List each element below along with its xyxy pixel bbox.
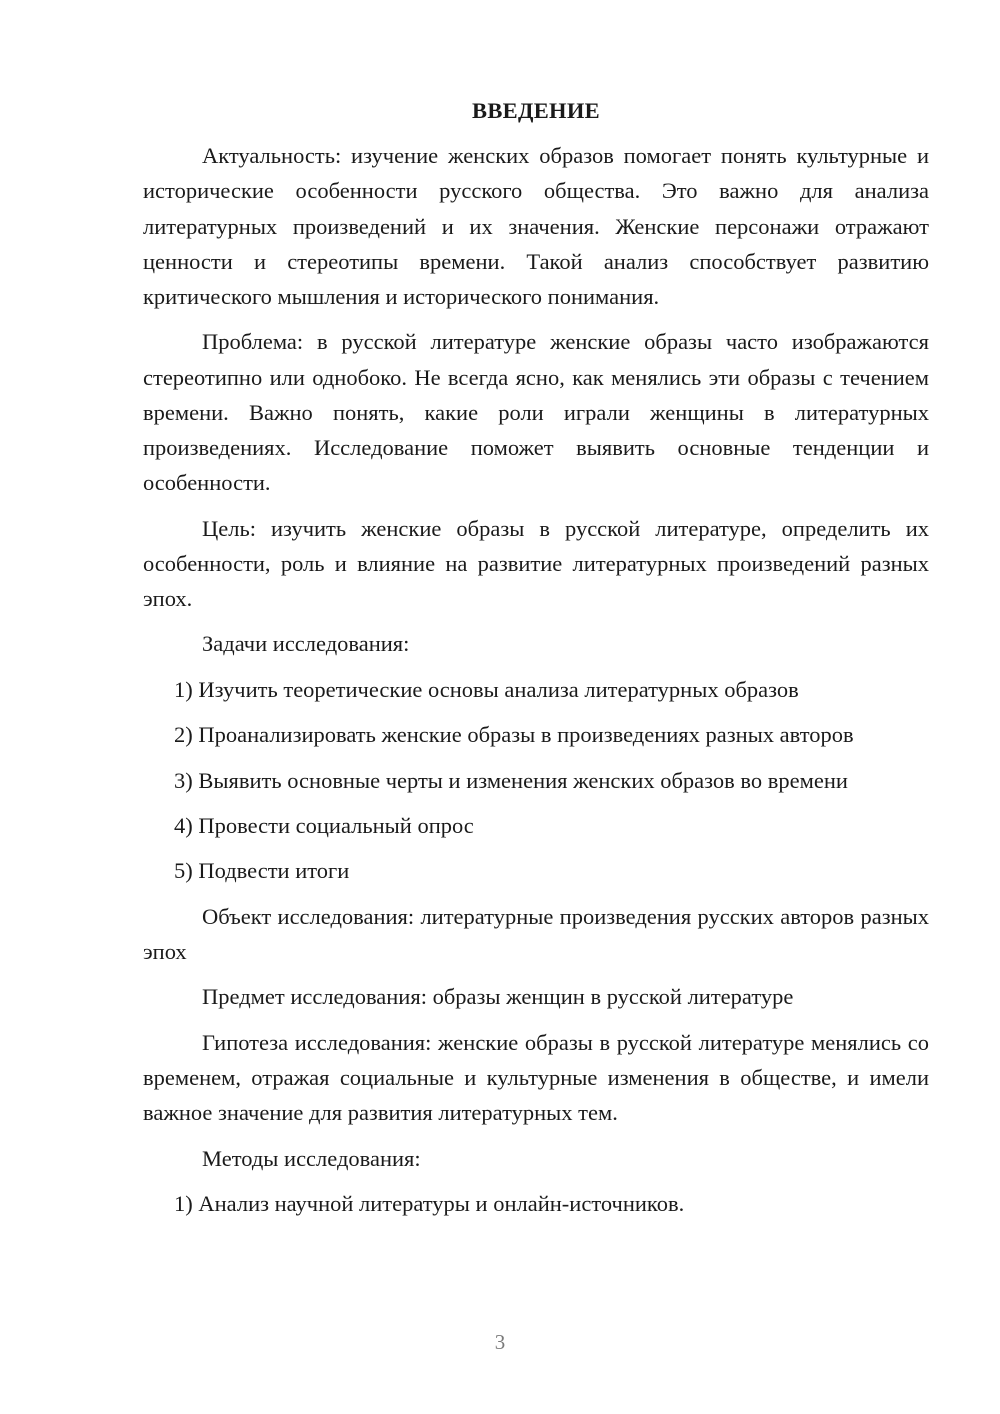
task-item-1: 1) Изучить теоретические основы анализа литературных образов	[174, 676, 799, 702]
task-item-2: 2) Проанализировать женские образы в произведениях разных авторов	[174, 722, 854, 748]
page-content	[143, 93, 929, 1231]
paragraph-object: Объект исследования: литературные произведения русских авторов разных эпох	[143, 903, 929, 964]
section-title: ВВЕДЕНИЕ	[472, 98, 600, 123]
tasks-heading: Задачи исследования:	[202, 631, 410, 657]
task-item-3: 3) Выявить основные черты и изменения женских образов во времени	[174, 767, 848, 793]
paragraph-goal: Цель: изучить женские образы в русской литературе, определить их особенности, роль и влияние на развитие литературных произведений разных эпох.	[143, 515, 929, 612]
method-item-1: 1) Анализ научной литературы и онлайн-источников.	[174, 1190, 685, 1216]
methods-heading: Методы исследования:	[202, 1145, 421, 1171]
paragraph-hypothesis: Гипотеза исследования: женские образы в русской литературе менялись со временем, отражая социальные и культурные изменения в обществе, и имели важное значение для развития литературных тем.	[143, 1029, 929, 1126]
paragraph-relevance: Актуальность: изучение женских образов помогает понять культурные и исторические особенности русского общества. Это важно для анализа литературных произведений и их значения. Женские персонажи отражают ценности и стереотипы времени. Такой анализ способствует развитию критического мышления и исторического понимания.	[143, 143, 929, 310]
task-item-5: 5) Подвести итоги	[174, 858, 350, 884]
page-number: 3	[494, 1330, 506, 1354]
task-item-4: 4) Провести социальный опрос	[174, 812, 474, 838]
paragraph-problem: Проблема: в русской литературе женские образы часто изображаются стереотипно или однобоко. Не всегда ясно, как менялись эти образы с течением времени. Важно понять, какие роли играли женщины в литературных произведениях. Исследование поможет выявить основные тенденции и особенности.	[143, 329, 929, 496]
paragraph-subject: Предмет исследования: образы женщин в русской литературе	[202, 984, 794, 1010]
